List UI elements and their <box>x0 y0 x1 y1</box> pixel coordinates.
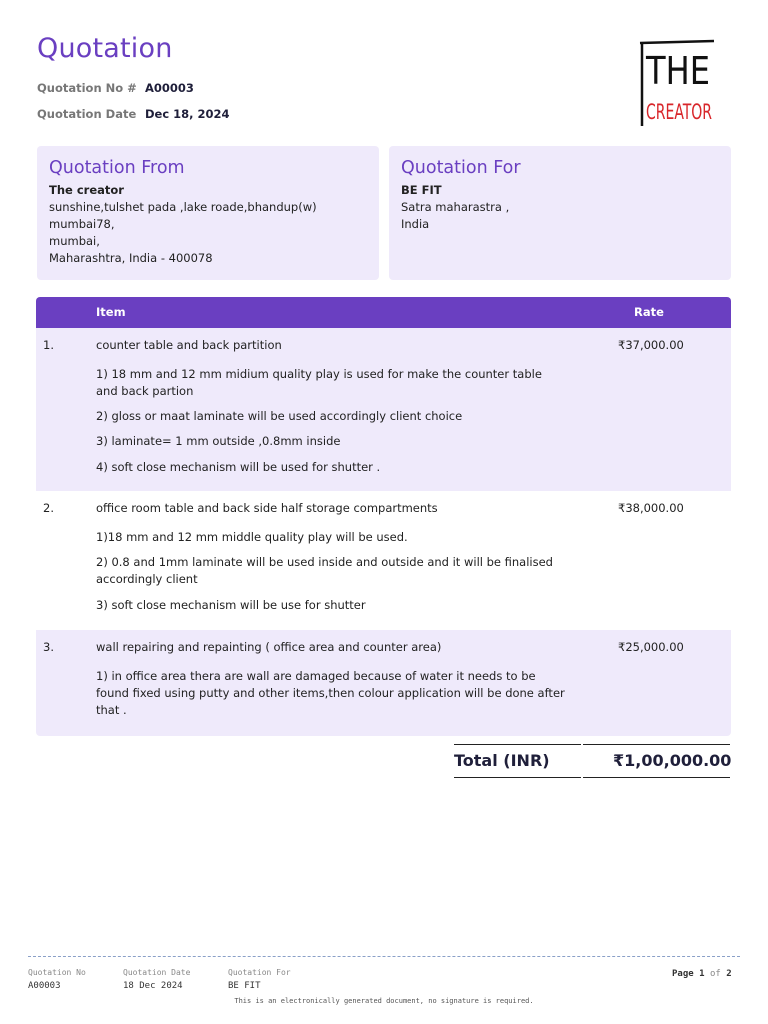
from-address-line: mumbai78, <box>49 217 115 231</box>
page-current: 1 <box>699 969 705 979</box>
total-label: Total (INR) <box>454 751 550 770</box>
column-header-item: Item <box>96 305 126 319</box>
page-indicator <box>672 969 732 979</box>
row-number: 3. <box>43 640 54 654</box>
footer-date-value: 18 Dec 2024 <box>123 981 183 991</box>
footer-divider <box>28 956 740 957</box>
quotation-number-row <box>37 81 194 95</box>
row-description-line: 1) in office area thera are wall are damaged because of water it needs to be found fixed using putty and other items,then colour application will be done after that . <box>96 669 565 717</box>
company-logo <box>636 38 718 130</box>
row-rate: ₹25,000.00 <box>618 640 684 654</box>
table-row <box>36 630 731 736</box>
row-number: 1. <box>43 338 54 352</box>
row-description-line: 3) laminate= 1 mm outside ,0.8mm inside <box>96 434 341 448</box>
quotation-date-row <box>37 107 230 121</box>
row-description-line: 2) 0.8 and 1mm laminate will be used inside and outside and it will be finalised accordingly client <box>96 555 553 586</box>
column-header-rate: Rate <box>634 305 664 319</box>
row-description-line: 1) 18 mm and 12 mm midium quality play is used for make the counter table and back partion <box>96 367 542 398</box>
quotation-for-title: Quotation For <box>401 158 521 178</box>
for-address-line: Satra maharastra , <box>401 200 510 214</box>
quotation-from-title: Quotation From <box>49 158 185 178</box>
footer-date-label: Quotation Date <box>123 968 191 977</box>
row-rate: ₹37,000.00 <box>618 338 684 352</box>
quotation-number-label: Quotation No # <box>37 81 137 95</box>
from-address-line: Maharashtra, India - 400078 <box>49 251 213 265</box>
from-address-line: mumbai, <box>49 234 100 248</box>
page-of: of <box>709 969 721 979</box>
quotation-date-value: Dec 18, 2024 <box>145 107 230 121</box>
page-label: Page <box>672 969 694 979</box>
row-rate: ₹38,000.00 <box>618 501 684 515</box>
total-label-cell <box>454 744 581 778</box>
footer-number-label: Quotation No <box>28 968 86 977</box>
row-description-line: 2) gloss or maat laminate will be used accordingly client choice <box>96 409 463 423</box>
logo-text-the: THE <box>645 49 710 93</box>
table-row <box>36 328 731 491</box>
page-total: 2 <box>726 969 732 979</box>
for-name: BE FIT <box>401 183 442 197</box>
row-item-title: wall repairing and repainting ( office area and counter area) <box>96 640 442 654</box>
row-item-title: office room table and back side half storage compartments <box>96 501 438 515</box>
row-item-title: counter table and back partition <box>96 338 282 352</box>
table-row <box>36 491 731 630</box>
quotation-for-card <box>389 146 731 280</box>
for-address-line: India <box>401 217 430 231</box>
row-description-line: 1)18 mm and 12 mm middle quality play will be used. <box>96 530 408 544</box>
table-header <box>36 297 731 328</box>
from-address-line: sunshine,tulshet pada ,lake roade,bhandup(w) <box>49 200 317 214</box>
footer-for-value: BE FIT <box>228 981 261 991</box>
items-table <box>36 297 731 736</box>
from-name: The creator <box>49 183 124 197</box>
logo-text-creator: CREATOR <box>646 100 712 124</box>
row-description-line: 4) soft close mechanism will be used for shutter . <box>96 460 381 474</box>
row-number: 2. <box>43 501 54 515</box>
footer-quotation-for <box>228 968 291 991</box>
row-description-line: 3) soft close mechanism will be use for shutter <box>96 598 366 612</box>
quotation-from-card <box>37 146 379 280</box>
footer-quotation-number <box>28 968 86 991</box>
footer-note: This is an electronically generated document, no signature is required. <box>234 997 534 1005</box>
quotation-date-label: Quotation Date <box>37 107 137 121</box>
footer-quotation-date <box>123 968 190 991</box>
total-value-cell <box>583 744 730 778</box>
total-value: ₹1,00,000.00 <box>613 751 732 770</box>
footer-number-value: A00003 <box>28 981 61 991</box>
quotation-number-value: A00003 <box>145 81 194 95</box>
footer-for-label: Quotation For <box>228 968 291 977</box>
page-title: Quotation <box>37 33 173 64</box>
